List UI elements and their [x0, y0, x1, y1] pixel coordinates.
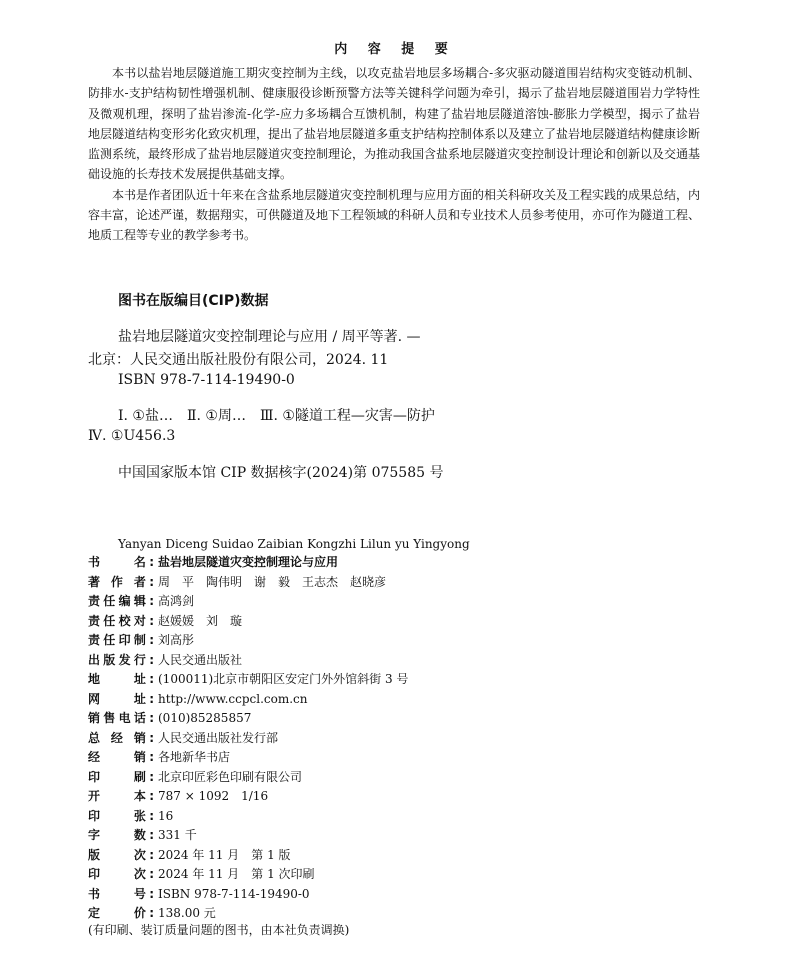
imprint-label: 地 址:	[88, 672, 154, 686]
imprint-value: (100011)北京市朝阳区安定门外外馆斜街 3 号	[158, 672, 409, 686]
imprint-label: 销售电话:	[88, 711, 154, 725]
imprint-label: 著 作 者:	[88, 574, 154, 589]
cip-isbn-line: ISBN 978-7-114-19490-0	[118, 372, 295, 388]
imprint-label: 印 次:	[88, 867, 154, 881]
imprint-row	[88, 573, 386, 591]
imprint-value: 盐岩地层隧道灾变控制理论与应用	[158, 555, 339, 569]
summary-paragraph: 本书以盐岩地层隧道施工期灾变控制为主线，以攻克盐岩地层多场耦合-多灾驱动隧道围岩结构灾变链动机制、防排水-支护结构韧性增强机制、健康服役诊断预警方法等关键科学问题为牵引，揭示了盐岩地层隧道围岩力学特性及微观机理，探明了盐岩渗流-化学-应力多场耦合互馈机制，构建了盐岩地层隧道溶蚀-膨胀力学模型，揭示了盐岩地层隧道结构变形劣化致灾机理，提出了盐岩地层隧道多重支护结构控制体系以及建立了盐岩地层隧道结构健康诊断监测系统，最终形成了盐岩地层隧道灾变控制理论，为推动我国含盐系地层隧道灾变控制设计理论和创新以及交通基础设施的长寿技术发展提供基础支撑。	[88, 66, 701, 182]
imprint-value: 人民交通出版社	[158, 652, 243, 667]
imprint-value: 人民交通出版社发行部	[158, 730, 279, 745]
imprint-label: 总 经 销:	[88, 730, 154, 745]
imprint-row	[88, 651, 242, 669]
imprint-value: 各地新华书店	[158, 750, 231, 764]
imprint-value: 高鸿剑	[158, 594, 195, 608]
imprint-row	[88, 807, 173, 825]
imprint-label: 经 销:	[88, 750, 154, 764]
imprint-row	[88, 729, 278, 747]
summary-title: 内 容 提 要	[334, 42, 456, 57]
imprint-label: 责任编辑:	[88, 594, 154, 608]
imprint-value: (010)85285857	[158, 711, 252, 725]
imprint-value: 刘高彤	[158, 633, 195, 647]
imprint-value: 138.00 元	[158, 906, 216, 920]
imprint-value: 16	[158, 808, 174, 823]
summary-paragraph: 本书是作者团队近十年来在含盐系地层隧道灾变控制机理与应用方面的相关科研攻关及工程实践的成果总结，内容丰富，论述严谨，数据翔实，可供隧道及地下工程领域的科研人员和专业技术人员参考使用，亦可作为隧道工程、地质工程等专业的教学参考书。	[88, 187, 701, 243]
imprint-row	[88, 670, 408, 688]
imprint-value: 2024 年 11 月 第 1 版	[158, 847, 291, 862]
imprint-value: http://www.ccpcl.com.cn	[158, 691, 308, 706]
imprint-pinyin-title: Yanyan Diceng Suidao Zaibian Kongzhi Lilun yu Yingyong	[118, 537, 470, 551]
cip-classification-number: Ⅳ. ①U456.3	[88, 428, 176, 444]
cip-classification-line: Ⅰ. ①盐… Ⅱ. ①周… Ⅲ. ①隧道工程—灾害—防护	[118, 408, 435, 424]
imprint-row	[88, 612, 242, 630]
imprint-row	[88, 865, 315, 883]
imprint-label: 出版发行:	[88, 652, 154, 667]
imprint-row	[88, 768, 302, 786]
imprint-row	[88, 592, 194, 610]
imprint-label: 责任校对:	[88, 613, 154, 628]
imprint-label: 印 刷:	[88, 769, 154, 784]
imprint-row	[88, 826, 197, 844]
imprint-label: 开 本:	[88, 789, 154, 803]
cip-publisher-line: 北京：人民交通出版社股份有限公司，2024. 11	[88, 352, 389, 368]
imprint-row	[88, 748, 230, 766]
imprint-label: 定 价:	[88, 906, 154, 920]
imprint-label: 版 次:	[88, 847, 154, 862]
imprint-row	[88, 553, 338, 571]
imprint-label: 责任印制:	[88, 633, 154, 647]
summary-body	[88, 63, 700, 246]
imprint-row	[88, 690, 307, 708]
imprint-row	[88, 631, 194, 649]
imprint-value: 787 × 1092 1/16	[158, 789, 269, 803]
imprint-value: 331 千	[158, 828, 197, 842]
imprint-value: 2024 年 11 月 第 1 次印刷	[158, 867, 315, 881]
imprint-row	[88, 709, 251, 727]
imprint-label: 字 数:	[88, 828, 154, 842]
cip-title-line: 盐岩地层隧道灾变控制理论与应用 / 周平等著. —	[118, 329, 421, 345]
imprint-value: 周 平 陶伟明 谢 毅 王志杰 赵晓彦	[158, 574, 387, 589]
cip-heading: 图书在版编目(CIP)数据	[118, 293, 269, 309]
quality-notice: (有印刷、装订质量问题的图书，由本社负责调换)	[88, 923, 350, 937]
imprint-label: 书 名:	[88, 555, 154, 569]
imprint-value: 北京印匠彩色印刷有限公司	[158, 769, 303, 784]
imprint-label: 书 号:	[88, 886, 154, 901]
imprint-value: ISBN 978-7-114-19490-0	[158, 886, 310, 901]
imprint-row	[88, 846, 291, 864]
imprint-value: 赵媛媛 刘 璇	[158, 613, 243, 628]
imprint-row	[88, 787, 268, 805]
imprint-row	[88, 885, 310, 903]
imprint-label: 网 址:	[88, 691, 154, 706]
cip-record-number: 中国国家版本馆 CIP 数据核字(2024)第 075585 号	[118, 465, 444, 481]
imprint-label: 印 张:	[88, 808, 154, 823]
imprint-row	[88, 904, 216, 922]
